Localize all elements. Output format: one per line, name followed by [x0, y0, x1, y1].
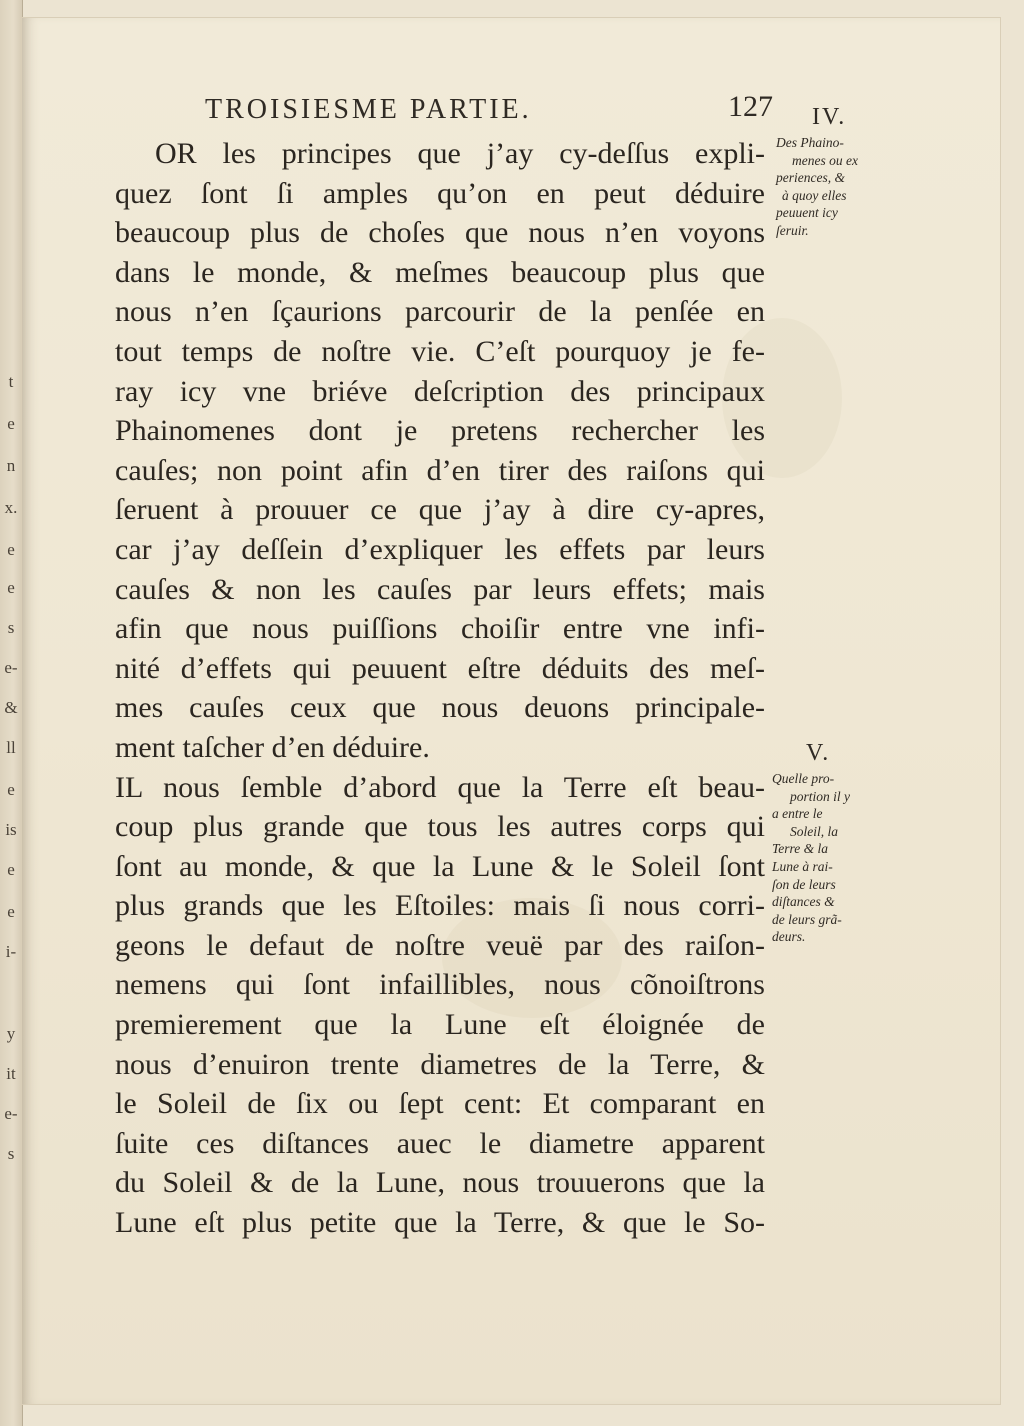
text-line: geons le defaut de noſtre veuë par des raiſon-	[115, 928, 765, 962]
margin-note-line: portion il y	[790, 788, 850, 804]
margin-note-line: periences, &	[776, 170, 845, 186]
adjacent-page-fragment: s	[7, 1144, 15, 1163]
text-line: nité d’effets qui peuuent eſtre déduits des meſ-	[115, 651, 765, 685]
text-line: quez ſont ſi amples qu’on en peut déduire	[115, 176, 765, 210]
text-line: le Soleil de ſix ou ſept cent: Et comparant en	[115, 1087, 765, 1121]
adjacent-page-fragment: e-	[4, 658, 18, 677]
text-line: cauſes & non les cauſes par leurs effets; mais	[115, 572, 765, 606]
paragraph-phainomenes	[115, 134, 765, 768]
text-line: dans le monde, & meſmes beaucoup plus que	[115, 255, 765, 289]
text-line: ſont au monde, & que la Lune & le Soleil ſont	[115, 849, 765, 883]
adjacent-page-fragment: &	[4, 698, 18, 717]
text-line: car j’ay deſſein d’expliquer les effets par leurs	[115, 532, 765, 566]
text-line: mes cauſes ceux que nous deuons principale-	[115, 691, 765, 725]
text-line: beaucoup plus de choſes que nous n’en voyons	[115, 216, 765, 250]
adjacent-page-fragment: i-	[5, 942, 17, 961]
adjacent-page-fragment: e	[7, 780, 15, 799]
adjacent-page-fragment: s	[7, 618, 15, 637]
margin-note-line: à quoy elles	[782, 187, 847, 203]
text-line: premierement que la Lune eſt éloignée de	[115, 1008, 765, 1042]
adjacent-page-fragment: y	[6, 1024, 16, 1043]
text-line: Lune eſt plus petite que la Terre, & que le So-	[115, 1206, 765, 1240]
text-line: ray icy vne briéve deſcription des principaux	[115, 374, 765, 408]
margin-note-line: Des Phaino-	[776, 135, 844, 150]
adjacent-page-fragment: e	[7, 578, 15, 597]
margin-note-line: deurs.	[772, 929, 806, 945]
adjacent-page-fragment: e	[7, 540, 15, 559]
margin-note-line: diſtances &	[772, 894, 835, 910]
text-line: plus grands que les Eſtoiles: mais ſi nous corri-	[115, 889, 765, 923]
margin-note-line: ſon de leurs	[772, 876, 836, 892]
running-head: TROISIESME PARTIE.	[205, 94, 532, 125]
text-line: coup plus grande que tous les autres corps qui	[115, 810, 765, 844]
margin-note-line: Soleil, la	[790, 823, 838, 839]
margin-article-number: V.	[806, 740, 831, 766]
margin-note-line: Quelle pro-	[772, 771, 835, 786]
adjacent-page-fragment: it	[6, 1064, 16, 1083]
text-line: afin que nous puiſſions choiſir entre vne infi-	[115, 612, 765, 646]
text-line: ſuite ces diſtances auec le diametre apparent	[115, 1126, 765, 1160]
text-line: IL nous ſemble d’abord que la Terre eſt beau-	[115, 770, 765, 804]
adjacent-page-fragment: n	[6, 456, 16, 475]
text-line: nous d’enuiron trente diametres de la Terre, &	[115, 1047, 765, 1081]
text-line: du Soleil & de la Lune, nous trouuerons que la	[115, 1166, 765, 1200]
paragraph-proportion	[115, 768, 765, 1243]
text-line: ment taſcher d’en déduire.	[115, 730, 430, 764]
text-line: ſeruent à prouuer ce que j’ay à dire cy-apres,	[115, 493, 765, 527]
margin-note-line: peuuent icy	[776, 205, 838, 221]
margin-note-line: ſeruir.	[776, 222, 809, 238]
adjacent-page-edge	[0, 0, 23, 1426]
text-line: tout temps de noſtre vie. C’eſt pourquoy je fe-	[115, 334, 765, 368]
margin-note	[772, 770, 880, 946]
text-line: Phainomenes dont je pretens rechercher les	[115, 414, 765, 448]
page-number: 127	[728, 90, 773, 123]
adjacent-page-fragment: e-	[4, 1104, 18, 1123]
text-line: nous n’en ſçaurions parcourir de la penſée en	[115, 295, 765, 329]
adjacent-page-fragment: t	[8, 372, 14, 391]
margin-note-line: menes ou ex	[792, 152, 858, 168]
adjacent-page-fragment: e	[7, 902, 15, 921]
margin-note-line: a entre le	[772, 806, 823, 822]
margin-note	[776, 134, 884, 240]
margin-note-line: de leurs grã-	[772, 911, 842, 927]
margin-note-line: Terre & la	[772, 841, 829, 857]
adjacent-page-fragment: e	[7, 860, 15, 879]
adjacent-page-fragment: is	[5, 820, 17, 839]
margin-note-line: Lune à rai-	[772, 858, 833, 874]
adjacent-page-fragment: ll	[6, 738, 16, 757]
margin-article-number: IV.	[812, 104, 847, 130]
text-line: nemens qui ſont infaillibles, nous cõnoiſtrons	[115, 968, 765, 1002]
text-line: cauſes; non point afin d’en tirer des raiſons qui	[115, 453, 765, 487]
adjacent-page-fragment: e	[7, 414, 15, 433]
text-line: OR les principes que j’ay cy-deſſus expli-	[155, 137, 765, 170]
body-text	[115, 134, 765, 1243]
adjacent-page-fragment: x.	[4, 498, 18, 517]
